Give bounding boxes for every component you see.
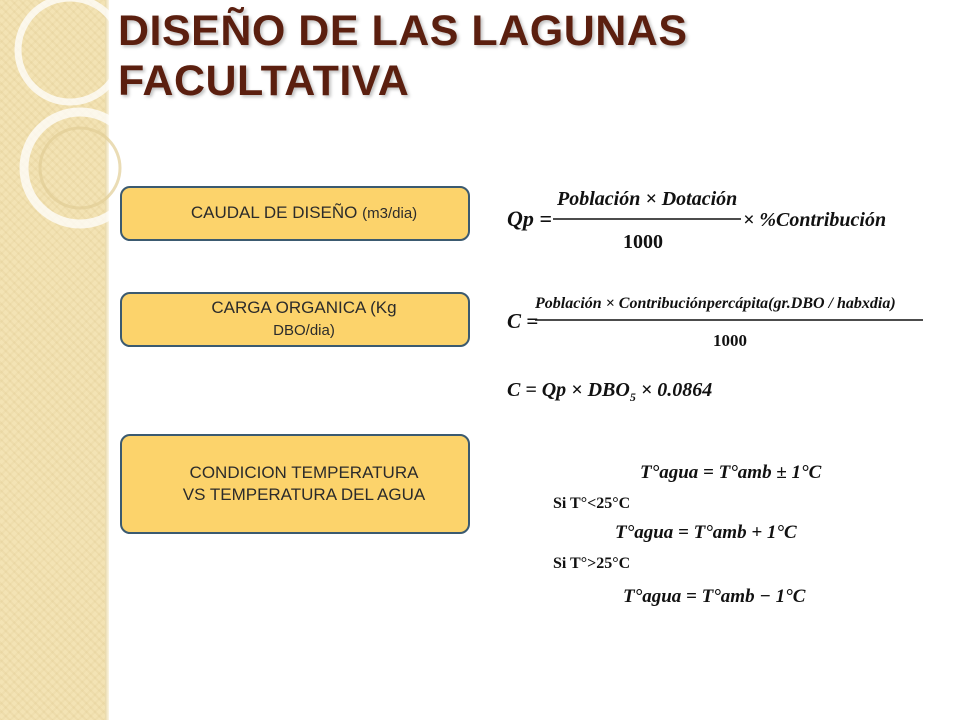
qp-denominator: 1000 — [623, 231, 663, 253]
carga-label-line2: DBO/dia) — [273, 322, 335, 339]
temperatura-condicion-2: Si T°>25°C — [553, 555, 631, 572]
temperatura-label-line1: CONDICION TEMPERATURA — [189, 463, 419, 482]
caudal-unit: (m3/dia) — [362, 205, 418, 222]
slide-title — [118, 6, 918, 106]
carga-organica-box — [120, 292, 470, 347]
slide-title-line2: FACULTATIVA — [118, 57, 410, 105]
qp-lhs: Qp = — [507, 206, 552, 231]
temperatura-label-line2: VS TEMPERATURA DEL AGUA — [182, 485, 426, 504]
c1-lhs: C = — [507, 309, 539, 333]
qp-rhs: × %Contribución — [743, 209, 887, 231]
formula-area — [495, 170, 955, 630]
caudal-label: CAUDAL DE DISEÑO — [190, 203, 358, 222]
c1-denominator: 1000 — [713, 331, 747, 350]
condicion-temperatura-box — [120, 434, 470, 534]
c2-formula: $C = Qp \times DBO_5 \times 0.0864$ — [507, 379, 713, 404]
temperatura-caso-2: T°agua = T°amb − 1°C — [623, 586, 806, 607]
slide-title-line1: DISEÑO DE LAS LAGUNAS — [118, 7, 688, 55]
temperatura-general: T°agua = T°amb ± 1°C — [640, 462, 822, 483]
c1-numerator: Población × Contribuciónpercápita(gr.DBO / habxdia) — [535, 295, 896, 312]
temperatura-condicion-1: Si T°<25°C — [553, 495, 631, 512]
temperatura-caso-1: T°agua = T°amb + 1°C — [615, 522, 797, 543]
qp-numerator: Población × Dotación — [557, 188, 738, 210]
caudal-de-diseno-box — [120, 186, 470, 241]
carga-label-line1: CARGA ORGANICA (Kg — [211, 298, 397, 317]
